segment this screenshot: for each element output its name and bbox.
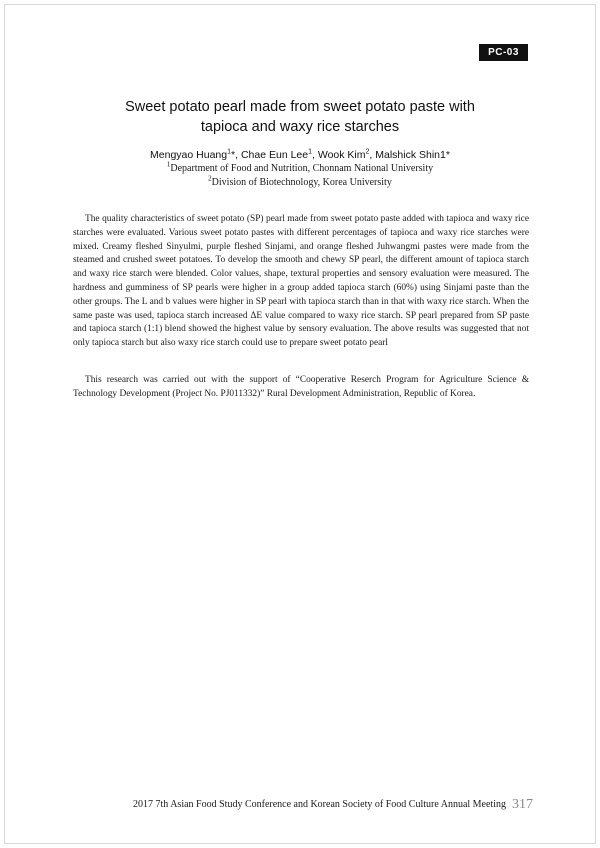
author-name: Chae Eun Lee: [240, 149, 309, 161]
page-number: 317: [512, 797, 533, 812]
title-line-1: Sweet potato pearl made from sweet potato paste with: [125, 99, 475, 115]
corresponding-mark: *: [231, 149, 236, 161]
author-name: Mengyao Huang: [150, 149, 228, 161]
author-affil-mark: 1: [308, 148, 312, 156]
affiliation-2: [60, 176, 540, 190]
footer-conference: 2017 7th Asian Food Study Conference and Korean Society of Food Culture Annual Meeting: [132, 799, 506, 810]
paper-code-badge: PC-03: [479, 44, 528, 61]
author-list: Mengyao Huang$^1$*, Chae Eun Lee$^1$, Wook Kim$^2$, Malshick Shin1*: [150, 148, 450, 161]
affil-text: Department of Food and Nutrition, Chonnam National University: [170, 163, 434, 174]
affil-mark: 2: [208, 174, 212, 183]
author-name: Wook Kim: [317, 149, 366, 161]
abstract-paragraph: The quality characteristics of sweet potato (SP) pearl made from sweet potato paste added with tapioca and waxy rice starches were evaluated. Various sweet potato pastes with different percentages of tapioca and waxy rice starches were mixed. Creamy fleshed Sinyulmi, purple fleshed Sinjami, and orange fleshed Juhwangmi pastes were made from the steamed and crushed sweet potatoes. To develop the smooth and chewy SP pearl, the different amount of tapioca starch and waxy rice starch were blended. Color values, shape, textural properties and sensory evaluation were measured. The hardness and gumminess of SP pearls were higher in a group added tapioca starch (60%) using Sinjami paste than the other groups. The L and b values were higher in SP pearl with tapioca starch than in that with waxy rice starch. When the same paste was used, tapioca starch increased ΔE value compared to waxy rice starch. SP pearl prepared from SP paste and tapioca starch (1:1) blend showed the highest value by sensory evaluation. The above results was suggested that not only tapioca starch but also waxy rice starch could use to prepare sweet potato pearl: [73, 214, 529, 349]
author-affil-mark: 2: [365, 148, 370, 156]
page-footer: [93, 794, 533, 813]
title-line-2: tapioca and waxy rice starches: [200, 119, 400, 135]
paper-title: [60, 97, 540, 137]
affil-text: Division of Biotechnology, Korea University: [211, 177, 392, 188]
affiliation-list: [60, 162, 540, 190]
author-affil-mark: 1: [227, 148, 232, 156]
affiliation-1: [60, 162, 540, 176]
acknowledgement-paragraph: This research was carried out with the support of “Cooperative Reserch Program for Agriculture Science & Technology Development (Project No. PJ011332)” Rural Development Administration, Republic of Korea.: [73, 375, 529, 399]
affil-mark: 1: [166, 160, 171, 169]
author-name: Malshick Shin1*: [375, 149, 450, 161]
